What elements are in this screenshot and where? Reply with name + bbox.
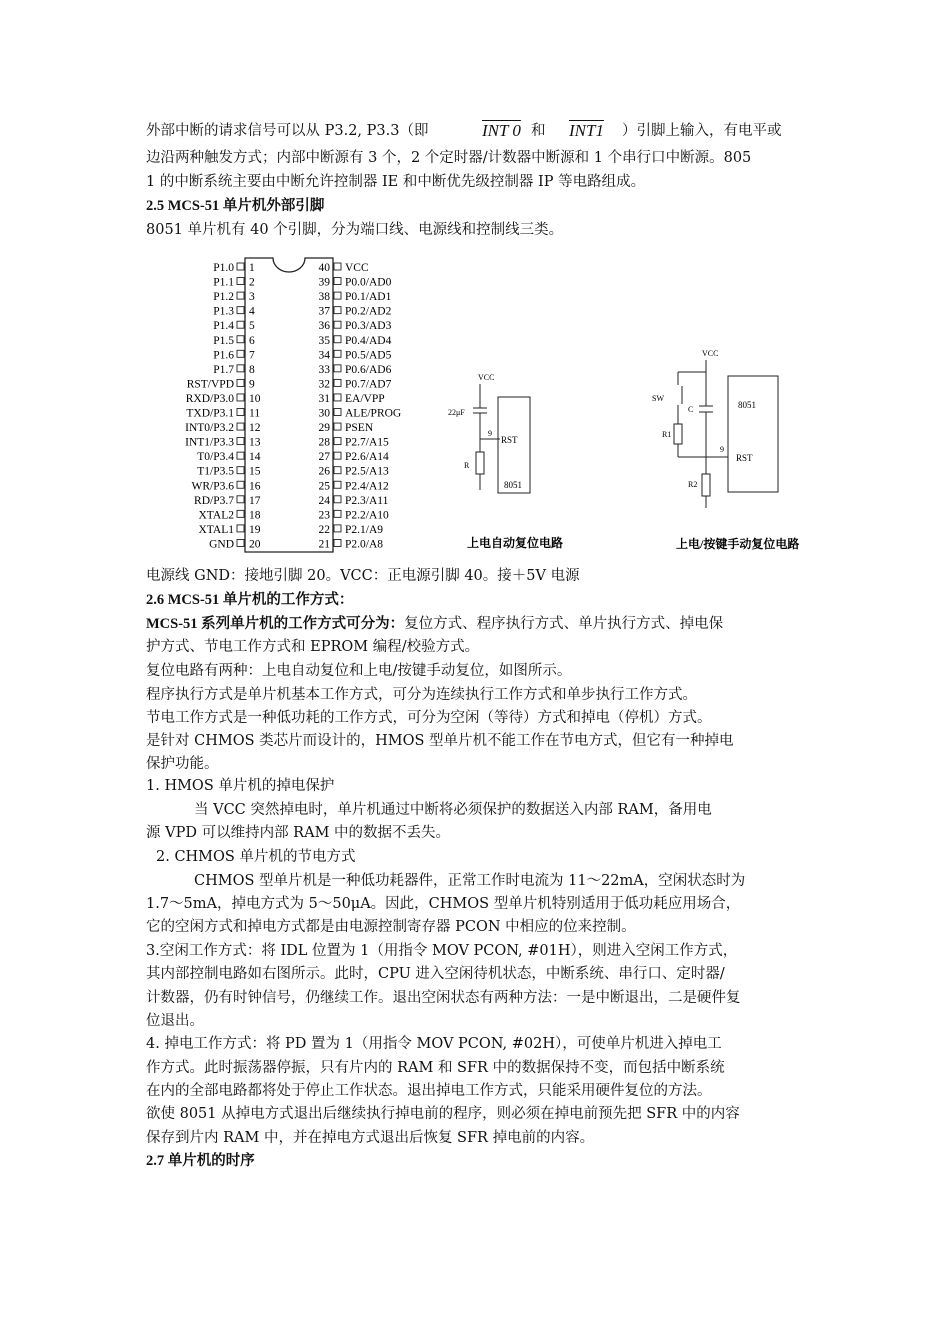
pin-box-left: [237, 510, 244, 517]
pin-number-right: 35: [318, 334, 330, 347]
pin-number-left: 8: [249, 363, 255, 376]
pin-label-right: P2.1/A9: [345, 523, 384, 536]
pin-label-left: RD/P3.7: [194, 494, 234, 507]
intro-line-1: [146, 121, 428, 141]
pin-label-right: EA/VPP: [345, 392, 385, 405]
pin-label-left: GND: [209, 538, 234, 551]
pin-number-right: 29: [318, 422, 330, 435]
pin-number-left: 4: [249, 305, 255, 318]
pin-number-right: 34: [318, 349, 330, 362]
pin-label-right: ALE/PROG: [345, 407, 402, 420]
pin-label-left: XTAL2: [198, 509, 234, 522]
pin-box-right: [334, 365, 341, 372]
pin-number-right: 36: [318, 320, 330, 333]
pin-number-left: 5: [249, 320, 255, 333]
item-3-line-4: 位退出。: [146, 1013, 204, 1029]
pin-box-left: [237, 350, 244, 357]
pin-number-right: 40: [318, 262, 330, 274]
pin-box-left: [237, 379, 244, 386]
pin-label-left: RST/VPD: [186, 378, 234, 391]
pin-number-right: 25: [318, 480, 330, 493]
pin-box-right: [334, 409, 341, 416]
pin-box-left: [237, 539, 244, 546]
intro-line-2: 边沿两种触发方式；内部中断源有 3 个，2 个定时器/计数器中断源和 1 个串行口中断源。805: [146, 150, 752, 166]
intro-text-b: ）引脚上输入，有电平或: [622, 123, 782, 139]
item-1-para-2: 源 VPD 可以维持内部 RAM 中的数据不丢失。: [146, 825, 451, 841]
pin-box-left: [237, 496, 244, 503]
pin-label-right: P0.6/AD6: [345, 363, 392, 376]
pin-number-left: 10: [249, 392, 261, 405]
pin-label-right: P2.4/A12: [345, 480, 389, 493]
pin-label-left: T1/P3.5: [197, 465, 234, 478]
pin-number-left: 11: [249, 407, 261, 420]
pin-label-left: P1.1: [213, 276, 234, 289]
intro-and: 和: [531, 123, 546, 139]
pin-box-right: [334, 278, 341, 285]
item-2-para-1: CHMOS 型单片机是一种低功耗器件，正常工作时电流为 11～22mA，空闲状态时为: [194, 873, 746, 889]
pin-box-left: [237, 394, 244, 401]
s26-line-3: 复位电路有两种：上电自动复位和上电/按键手动复位，如图所示。: [146, 663, 572, 679]
item-4-line-1: 4. 掉电工作方式：将 PD 置为 1（用指令 MOV PCON, #02H），可使单片机进入掉电工: [146, 1036, 722, 1052]
pin-number-right: 30: [318, 407, 330, 420]
pin-number-left: 12: [249, 422, 261, 435]
pin-number-right: 38: [318, 291, 330, 304]
c2-vcc-label: VCC: [702, 349, 719, 358]
pin-box-right: [334, 336, 341, 343]
c2-sw-label: SW: [652, 394, 664, 403]
pin-label-left: TXD/P3.1: [186, 407, 234, 420]
item-3-line-3: 计数器，仍有时钟信号，仍继续工作。退出空闲状态有两种方法：一是中断退出，二是硬件复: [146, 990, 741, 1006]
int1-signal: INT1: [569, 121, 604, 140]
pin-box-right: [334, 452, 341, 459]
c1-cap-label: 22μF: [448, 408, 465, 417]
pin-box-left: [237, 525, 244, 532]
pin-number-left: 20: [249, 538, 261, 551]
pin-label-left: INT0/P3.2: [185, 422, 234, 435]
heading-2-6: 2.6 MCS-51 单片机的工作方式：: [146, 592, 354, 608]
pin-number-right: 21: [318, 538, 330, 551]
pin-label-left: P1.7: [213, 363, 234, 376]
pin-box-right: [334, 510, 341, 517]
pin-box-left: [237, 365, 244, 372]
pin-label-left: P1.0: [213, 262, 234, 274]
item-2-para-3: 它的空闲方式和掉电方式都是由电源控制寄存器 PCON 中相应的位来控制。: [146, 919, 636, 935]
pin-box-right: [334, 539, 341, 546]
pin-box-right: [334, 307, 341, 314]
pin-number-left: 7: [249, 349, 255, 362]
pin-label-right: PSEN: [345, 422, 374, 435]
s26-line-1: [146, 614, 723, 634]
s26-bold-lead: MCS-51 系列单片机的工作方式可分为：: [146, 616, 405, 632]
s26-line-2: 护方式、节电工作方式和 EPROM 编程/校验方式。: [146, 639, 480, 655]
pin-box-left: [237, 321, 244, 328]
pin-box-right: [334, 438, 341, 445]
c2-pin-label: 9: [720, 445, 724, 454]
c2-rst-label: RST: [736, 453, 753, 463]
pin-number-left: 3: [249, 291, 255, 304]
item-4-line-5: 保存到片内 RAM 中，并在掉电方式退出后恢复 SFR 掉电前的内容。: [146, 1130, 595, 1146]
pin-box-right: [334, 394, 341, 401]
pin-box-right: [334, 496, 341, 503]
pin-number-right: 23: [318, 509, 330, 522]
pin-number-left: 19: [249, 523, 261, 536]
pins-intro: 8051 单片机有 40 个引脚，分为端口线、电源线和控制线三类。: [146, 222, 564, 238]
pin-label-right: P0.7/AD7: [345, 378, 392, 391]
pin-box-left: [237, 423, 244, 430]
pin-number-right: 31: [318, 392, 330, 405]
c2-r2-label: R2: [688, 480, 698, 489]
intro-text-a: 外部中断的请求信号可以从 P3.2, P3.3（即: [146, 123, 429, 139]
pin-number-right: 32: [318, 378, 330, 391]
pin-number-left: 13: [249, 436, 261, 449]
c2-r1-label: R1: [662, 430, 672, 439]
s26-line-7: 保护功能。: [146, 756, 219, 772]
pin-number-left: 16: [249, 480, 261, 493]
pin-number-right: 26: [318, 465, 330, 478]
pin-number-left: 18: [249, 509, 261, 522]
item-4-line-4: 欲使 8051 从掉电方式退出后继续执行掉电前的程序，则必须在掉电前预先把 SFR 中的内容: [146, 1106, 740, 1122]
pin-number-left: 15: [249, 465, 261, 478]
pin-box-left: [237, 452, 244, 459]
item-4-line-3: 在内的全部电路都将处于停止工作状态。退出掉电工作方式，只能采用硬件复位的方法。: [146, 1083, 712, 1099]
pin-box-right: [334, 423, 341, 430]
item-4-line-2: 作方式。此时振荡器停振，只有片内的 RAM 和 SFR 中的数据保持不变，而包括中断系统: [146, 1060, 725, 1076]
c1-rst-label: RST: [501, 435, 518, 445]
pin-box-left: [237, 307, 244, 314]
heading-2-5: 2.5 MCS-51 单片机外部引脚: [146, 198, 325, 214]
power-on-reset-circuit: [440, 370, 580, 555]
pin-box-right: [334, 321, 341, 328]
pin-number-right: 27: [318, 451, 330, 464]
pin-label-right: P0.0/AD0: [345, 276, 392, 289]
pin-label-right: P0.5/AD5: [345, 349, 392, 362]
c1-chip-label: 8051: [504, 480, 522, 490]
pin-box-right: [334, 350, 341, 357]
pin-box-right: [334, 292, 341, 299]
pin-label-right: VCC: [345, 262, 369, 274]
pin-box-left: [237, 278, 244, 285]
pin-label-right: P2.5/A13: [345, 465, 389, 478]
heading-2-7: 2.7 单片机的时序: [146, 1153, 255, 1169]
c2-caption: 上电/按键手动复位电路: [676, 537, 800, 551]
pin-number-left: 6: [249, 334, 255, 347]
pin-number-left: 14: [249, 451, 261, 464]
power-line-text: 电源线 GND：接地引脚 20。VCC：正电源引脚 40。接＋5V 电源: [146, 568, 580, 584]
pin-label-right: P0.3/AD3: [345, 320, 392, 333]
pin-number-left: 1: [249, 262, 255, 274]
pin-box-left: [237, 467, 244, 474]
pin-label-right: P2.3/A11: [345, 494, 389, 507]
manual-reset-circuit: [640, 340, 820, 555]
pin-label-left: P1.2: [213, 291, 234, 304]
pin-box-left: [237, 336, 244, 343]
pin-number-right: 33: [318, 363, 330, 376]
s26-line-4: 程序执行方式是单片机基本工作方式，可分为连续执行工作方式和单步执行工作方式。: [146, 687, 697, 703]
pin-label-right: P2.7/A15: [345, 436, 389, 449]
pin-number-left: 17: [249, 494, 261, 507]
pin-label-right: P0.1/AD1: [345, 291, 392, 304]
int0-signal: INT 0: [482, 121, 521, 140]
pin-box-left: [237, 409, 244, 416]
item-1-title: 1. HMOS 单片机的掉电保护: [146, 778, 335, 794]
pin-number-right: 39: [318, 276, 330, 289]
pin-box-right: [334, 467, 341, 474]
pin-box-left: [237, 263, 244, 270]
pin-number-left: 2: [249, 276, 255, 289]
c1-r-label: R: [464, 461, 470, 470]
s26-line-6: 是针对 CHMOS 类芯片而设计的，HMOS 型单片机不能工作在节电方式，但它有一种掉电: [146, 733, 734, 749]
pin-label-right: P0.2/AD2: [345, 305, 392, 318]
item-3-line-1: 3.空闲工作方式：将 IDL 位置为 1（用指令 MOV PCON, #01H），则进入空闲工作方式，: [146, 943, 738, 959]
c1-pin-label: 9: [488, 429, 492, 438]
pinout-diagram: [150, 250, 450, 560]
pin-label-left: INT1/P3.3: [185, 436, 234, 449]
item-3-line-2: 其内部控制电路如右图所示。此时，CPU 进入空闲待机状态，中断系统、串行口、定时器/: [146, 966, 725, 982]
s26-line-5: 节电工作方式是一种低功耗的工作方式，可分为空闲（等待）方式和掉电（停机）方式。: [146, 710, 712, 726]
pin-label-right: P2.2/A10: [345, 509, 389, 522]
pin-number-left: 9: [249, 378, 255, 391]
pin-label-left: P1.6: [213, 349, 234, 362]
s26-line-1-rest: 复位方式、程序执行方式、单片执行方式、掉电保: [404, 616, 724, 632]
item-2-title: 2. CHMOS 单片机的节电方式: [156, 849, 356, 865]
pin-box-right: [334, 263, 341, 270]
c1-vcc-label: VCC: [478, 373, 495, 382]
pin-label-left: XTAL1: [198, 523, 234, 536]
pin-label-left: P1.5: [213, 334, 234, 347]
item-2-para-2: 1.7～5mA，掉电方式为 5～50μA。因此，CHMOS 型单片机特别适用于低功耗应用场合，: [146, 896, 741, 912]
c2-chip-label: 8051: [738, 400, 756, 410]
pin-label-left: RXD/P3.0: [185, 392, 234, 405]
intro-line-3: 1 的中断系统主要由中断允许控制器 IE 和中断优先级控制器 IP 等电路组成。: [146, 174, 646, 190]
pin-box-right: [334, 525, 341, 532]
c2-c-label: C: [688, 405, 694, 414]
pin-box-right: [334, 379, 341, 386]
pin-box-left: [237, 481, 244, 488]
pin-label-right: P2.6/A14: [345, 451, 389, 464]
pin-label-right: P2.0/A8: [345, 538, 384, 551]
pin-number-right: 37: [318, 305, 330, 318]
pin-label-left: WR/P3.6: [191, 480, 234, 493]
pin-label-left: P1.4: [213, 320, 234, 333]
pin-box-left: [237, 292, 244, 299]
pin-box-right: [334, 481, 341, 488]
pin-label-left: P1.3: [213, 305, 234, 318]
c1-caption: 上电自动复位电路: [467, 536, 564, 550]
pin-number-right: 24: [318, 494, 330, 507]
pin-number-right: 28: [318, 436, 330, 449]
item-1-para-1: 当 VCC 突然掉电时，单片机通过中断将必须保护的数据送入内部 RAM，备用电: [194, 802, 712, 818]
pin-label-right: P0.4/AD4: [345, 334, 392, 347]
pin-number-right: 22: [318, 523, 330, 536]
pin-box-left: [237, 438, 244, 445]
pin-label-left: T0/P3.4: [197, 451, 234, 464]
